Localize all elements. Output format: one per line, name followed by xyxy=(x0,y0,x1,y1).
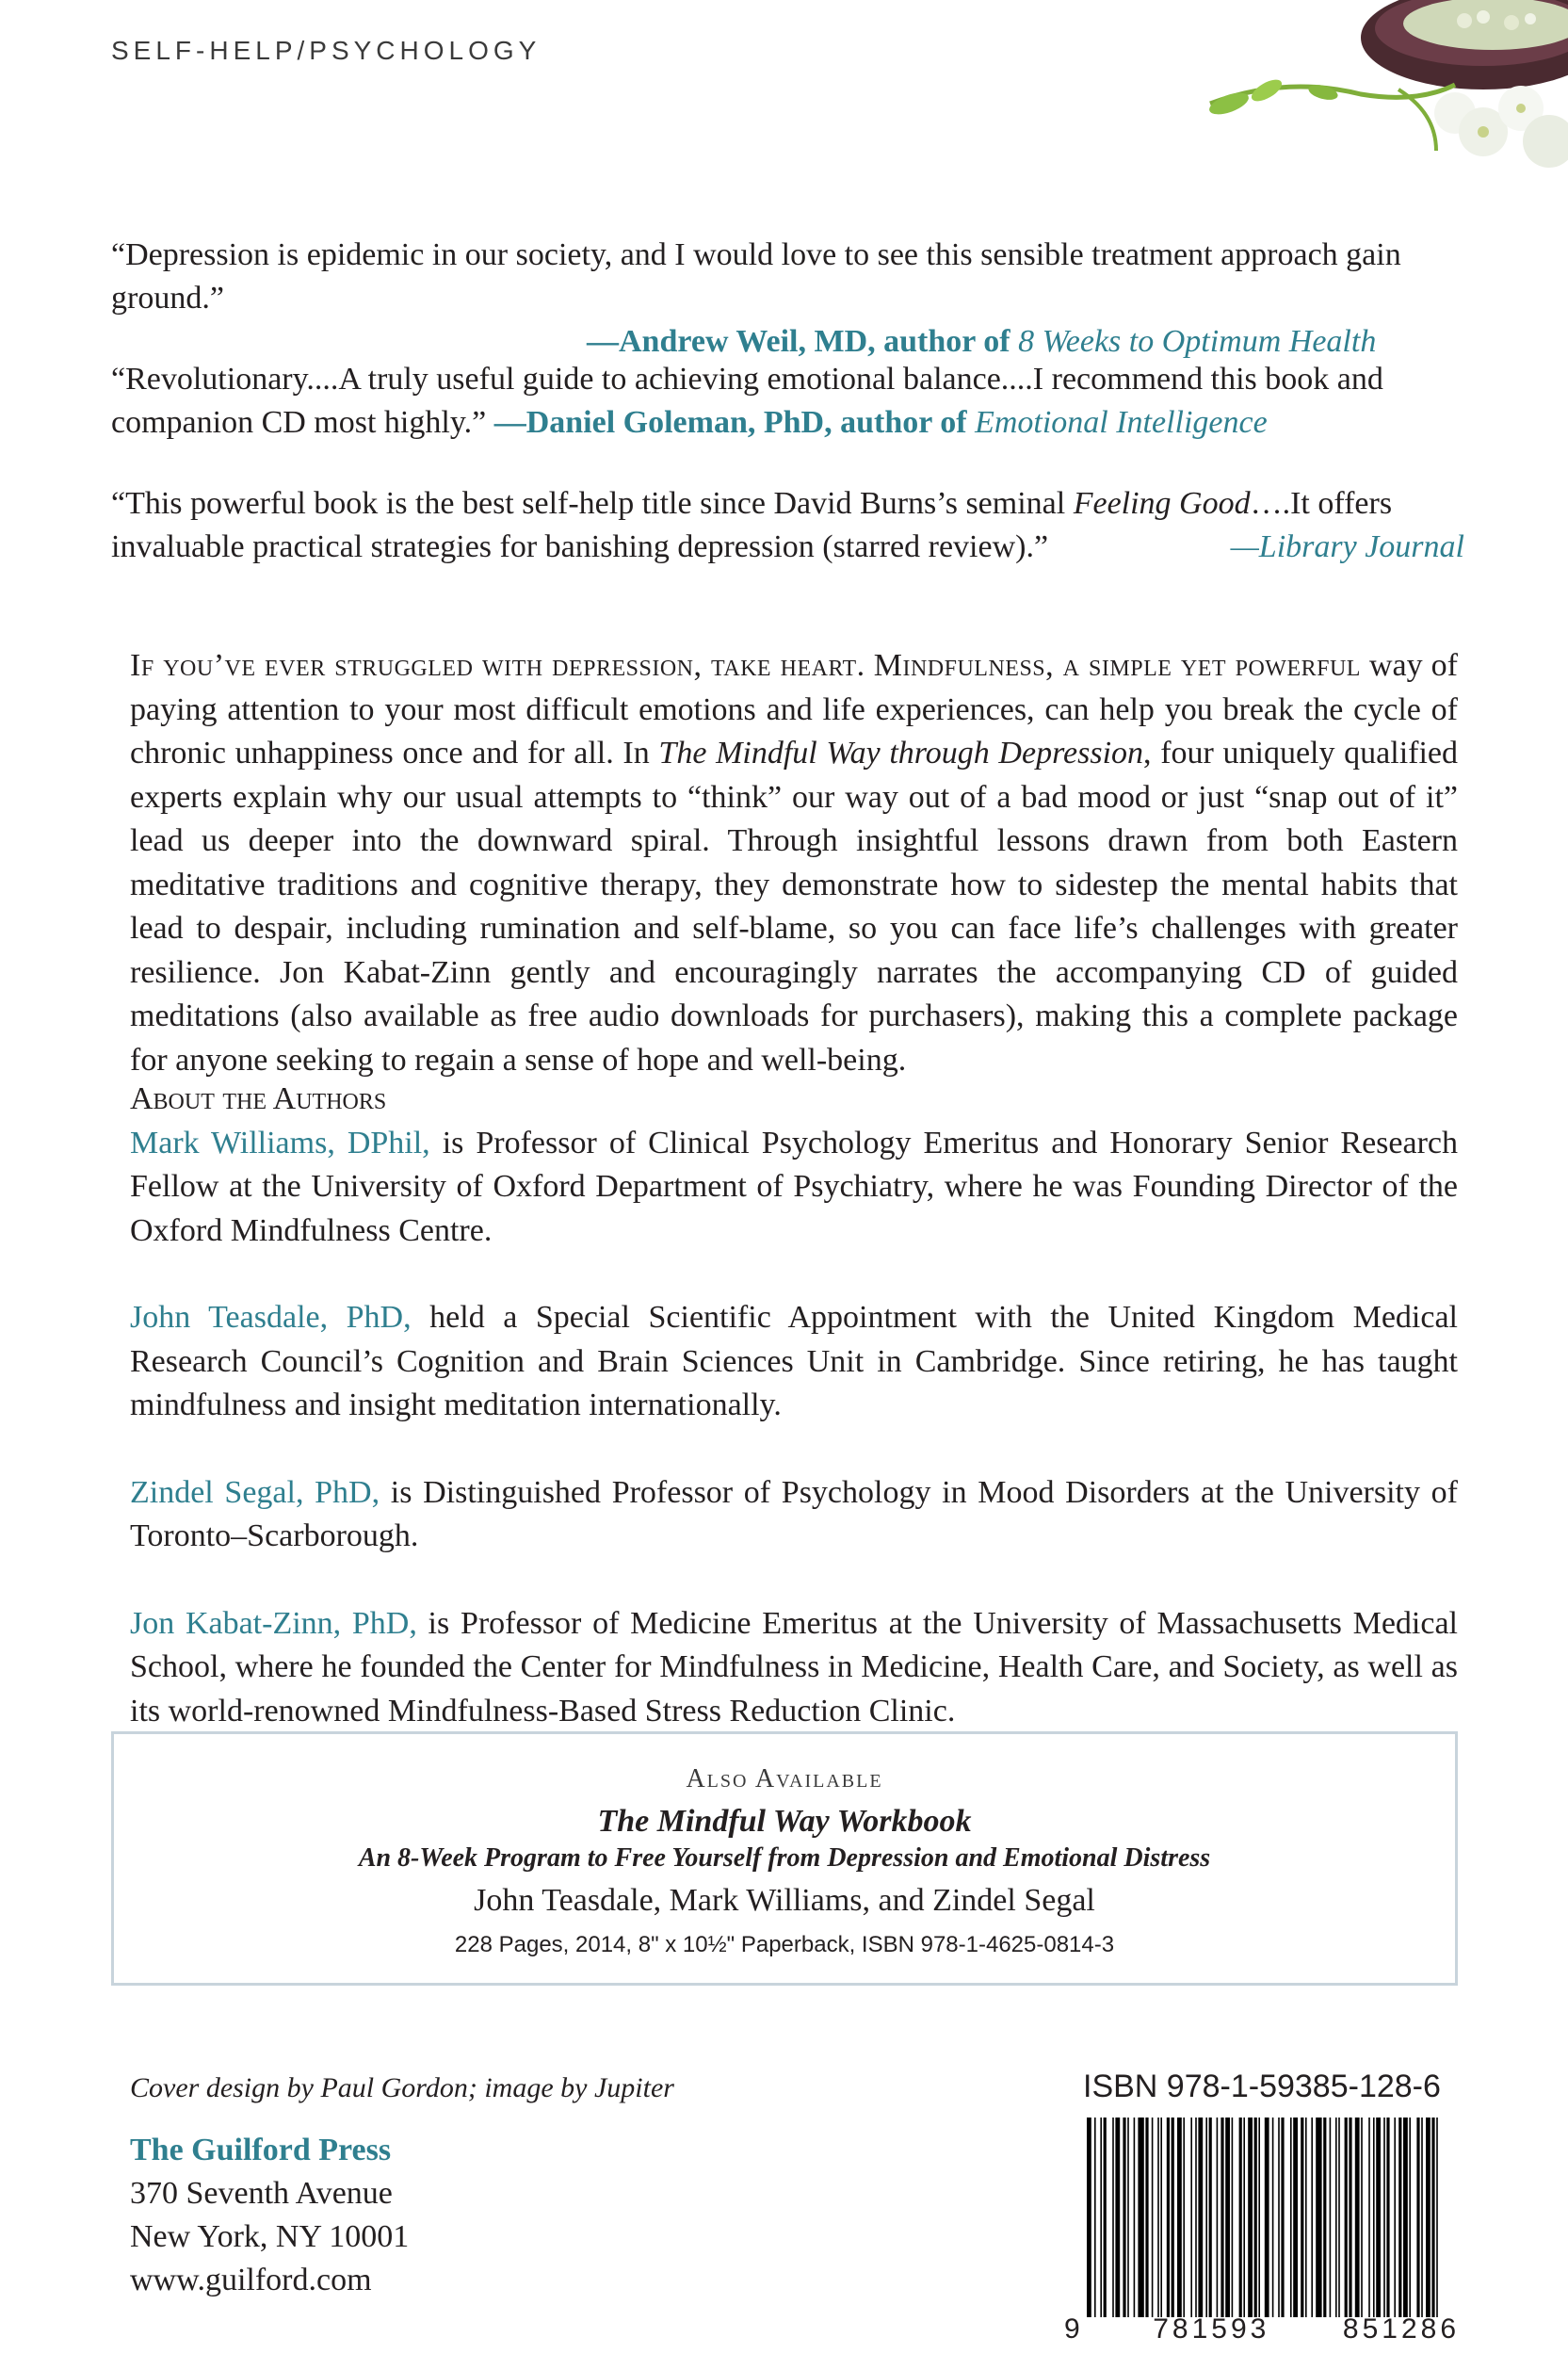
barcode-bar xyxy=(1195,2118,1197,2317)
barcode-bar xyxy=(1290,2118,1292,2317)
author-name: Zindel Segal, PhD, xyxy=(130,1474,380,1510)
barcode-bar xyxy=(1281,2118,1284,2317)
quote-goleman xyxy=(111,358,1467,445)
barcode-bar xyxy=(1167,2118,1170,2317)
barcode-bar xyxy=(1157,2118,1159,2317)
barcode-bar xyxy=(1431,2118,1434,2317)
isbn-label: ISBN 978-1-59385-128-6 xyxy=(1083,2069,1441,2104)
publisher-name: The Guilford Press xyxy=(130,2133,392,2167)
barcode-bar xyxy=(1220,2118,1223,2317)
quote-attribution: —Andrew Weil, MD, author of xyxy=(587,324,1019,359)
barcode-bar xyxy=(1112,2118,1114,2317)
barcode-bar xyxy=(1232,2118,1234,2317)
description xyxy=(130,644,1458,1082)
workbook-details: 228 Pages, 2014, 8" x 10½" Paperback, ISBN 978-1-4625-0814-3 xyxy=(454,1932,1115,1957)
about-authors-heading: About the Authors xyxy=(130,1081,387,1116)
about-authors xyxy=(130,1078,1458,1733)
barcode-bar xyxy=(1265,2118,1269,2317)
barcode-bar xyxy=(1115,2118,1120,2317)
author-bio xyxy=(130,1602,1458,1734)
description-lead: If you’ve ever struggled with depression, take heart. xyxy=(130,648,865,683)
book-title: The Mindful Way through Depression xyxy=(658,736,1144,771)
barcode-group-1: 781593 xyxy=(1153,2313,1270,2345)
publisher-block xyxy=(130,2129,409,2302)
barcode-bar xyxy=(1278,2118,1280,2317)
category-label: SELF-HELP/PSYCHOLOGY xyxy=(111,36,542,65)
barcode-bar xyxy=(1394,2118,1396,2317)
quote-text-italic: Feeling Good xyxy=(1073,486,1251,521)
publisher-address-line1: 370 Seventh Avenue xyxy=(130,2176,393,2211)
barcode-bar xyxy=(1209,2118,1212,2317)
quote-weil xyxy=(111,234,1467,364)
cover-credit: Cover design by Paul Gordon; image by Jupiter xyxy=(130,2072,674,2103)
barcode-bar xyxy=(1376,2118,1381,2317)
barcode-bar xyxy=(1243,2118,1245,2317)
barcode-bar xyxy=(1305,2118,1307,2317)
quote-attribution-title: 8 Weeks to Optimum Health xyxy=(1018,324,1377,359)
also-available-title: Also Available xyxy=(686,1764,883,1793)
barcode-bar xyxy=(1409,2118,1411,2317)
barcode-bar xyxy=(1127,2118,1129,2317)
barcode-bar xyxy=(1416,2118,1419,2317)
barcode-bar xyxy=(1361,2118,1363,2317)
barcode-bar xyxy=(1349,2118,1351,2317)
description-text-2: , four uniquely qualified experts explain why our usual attempts to “think” our way out of a bad mood or just “snap out of it” lead us deeper into the downward spiral. Through insightful lessons drawn from both Eastern meditative traditions and cognitive therapy, they demonstrate how to sidestep the mental habits that lead to despair, including rumination and self-blame, so you can face life’s challenges with greater resilience. Jon Kabat-Zinn gently and encouragingly narrates the accompanying CD of guided meditations (also available as free audio downloads for purchasers), making this a complete package for anyone seeking to regain a sense of hope and well-being. xyxy=(130,736,1459,1078)
barcode-bar xyxy=(1190,2118,1192,2317)
barcode-bar xyxy=(1338,2118,1340,2317)
barcode-bar xyxy=(1383,2118,1385,2317)
barcode-bar xyxy=(1335,2118,1337,2317)
barcode-first-digit: 9 xyxy=(1064,2313,1080,2345)
quote-text: “Revolutionary....A truly useful guide to achieving emotional balance....I recommend this book and companion CD most highly.” xyxy=(111,362,1383,440)
barcode-bar xyxy=(1345,2118,1348,2317)
barcode-bar xyxy=(1368,2118,1370,2317)
quote-attribution: —Daniel Goleman, PhD, author of xyxy=(493,405,976,440)
barcode-bar xyxy=(1293,2118,1298,2317)
barcode-bar xyxy=(1160,2118,1162,2317)
barcode-bar xyxy=(1104,2118,1107,2317)
publisher-website: www.guilford.com xyxy=(130,2263,372,2297)
barcode-bar xyxy=(1239,2118,1242,2317)
barcode-bar xyxy=(1183,2118,1185,2317)
author-description: is Professor of Clinical Psychology Emeritus and Honorary Senior Research Fellow at the University of Oxford Department of Psychiatry, where he was Founding Director of the Oxford Mindfulness Centre. xyxy=(130,1125,1458,1248)
description-text: way of paying attention to your most difficult emotions and life experiences, can help you break the cycle of chronic unhappiness once and for all. In xyxy=(130,648,1458,771)
author-description: held a Special Scientific Appointment with the United Kingdom Medical Research Council’s Cognition and Brain Sciences Unit in Cambridge. Since retiring, he has taught mindfulness and insight meditation internationally. xyxy=(130,1300,1458,1422)
quote-text: “This powerful book is the best self-help title since David Burns’s seminal xyxy=(111,486,1074,521)
author-name: Jon Kabat-Zinn, PhD, xyxy=(130,1605,417,1641)
publisher-address-line2: New York, NY 10001 xyxy=(130,2219,410,2254)
barcode-bar xyxy=(1355,2118,1360,2317)
barcode-bar xyxy=(1100,2118,1102,2317)
barcode-number xyxy=(1064,2313,1479,2345)
author-bio xyxy=(130,1471,1458,1559)
barcode-bar xyxy=(1134,2118,1136,2317)
barcode-bar xyxy=(1272,2118,1274,2317)
barcode-bar xyxy=(1386,2118,1389,2317)
barcode-bar xyxy=(1330,2118,1332,2317)
barcode-bar xyxy=(1172,2118,1174,2317)
workbook-subtitle: An 8-Week Program to Free Yourself from Depression and Emotional Distress xyxy=(358,1843,1211,1873)
quote-attribution-title: —Library Journal xyxy=(1230,529,1464,564)
barcode-bar xyxy=(1152,2118,1154,2317)
barcode-bar xyxy=(1145,2118,1148,2317)
barcode-bar xyxy=(1258,2118,1260,2317)
barcode-bar xyxy=(1254,2118,1257,2317)
barcode-bar xyxy=(1311,2118,1313,2317)
also-available-box xyxy=(111,1731,1458,1986)
barcode-bar xyxy=(1225,2118,1230,2317)
barcode-bar xyxy=(1198,2118,1203,2317)
barcode-bar xyxy=(1316,2118,1321,2317)
quote-attribution-title: Emotional Intelligence xyxy=(975,405,1268,440)
barcode-bar xyxy=(1094,2118,1096,2317)
workbook-authors: John Teasdale, Mark Williams, and Zindel Segal xyxy=(474,1883,1095,1918)
barcode-bar xyxy=(1205,2118,1207,2317)
barcode-bar xyxy=(1087,2118,1091,2317)
author-description: is Professor of Medicine Emeritus at the University of Massachusetts Medical School, where he founded the Center for Mindfulness in Medicine, Health Care, and Society, as well as its world-renowned Mindfulness-Based Stress Reduction Clinic. xyxy=(130,1605,1458,1728)
barcode-bar xyxy=(1177,2118,1182,2317)
barcode-bar xyxy=(1398,2118,1401,2317)
barcode-bar xyxy=(1426,2118,1431,2317)
quote-library-journal xyxy=(111,482,1467,569)
barcode-bar xyxy=(1323,2118,1326,2317)
barcode-bar xyxy=(1138,2118,1143,2317)
barcode-bar xyxy=(1421,2118,1423,2317)
barcode-bar xyxy=(1373,2118,1375,2317)
barcode-bar xyxy=(1403,2118,1408,2317)
author-name: John Teasdale, PhD, xyxy=(130,1300,412,1335)
workbook-title: The Mindful Way Workbook xyxy=(597,1804,972,1839)
author-bio xyxy=(130,1296,1458,1428)
barcode-image xyxy=(1085,2118,1462,2317)
barcode-bar xyxy=(1123,2118,1125,2317)
barcode-bar xyxy=(1436,2118,1438,2317)
barcode-bar xyxy=(1217,2118,1219,2317)
barcode-bar xyxy=(1248,2118,1253,2317)
description-lead-2: Mindfulness, a simple yet powerful xyxy=(873,648,1361,683)
barcode-bar xyxy=(1301,2118,1303,2317)
quote-text-end: ….It offers invaluable practical strategies for banishing depression (starred review).” xyxy=(111,486,1393,564)
quote-text: “Depression is epidemic in our society, and I would love to see this sensible treatment approach gain ground.” xyxy=(111,237,1401,316)
flower-bowl-image xyxy=(1041,0,1568,188)
author-description: is Distinguished Professor of Psychology in Mood Disorders at the University of Toronto–Scarborough. xyxy=(130,1474,1458,1553)
barcode-group-2: 851286 xyxy=(1342,2313,1460,2345)
author-name: Mark Williams, DPhil, xyxy=(130,1125,430,1160)
author-bio xyxy=(130,1122,1458,1254)
